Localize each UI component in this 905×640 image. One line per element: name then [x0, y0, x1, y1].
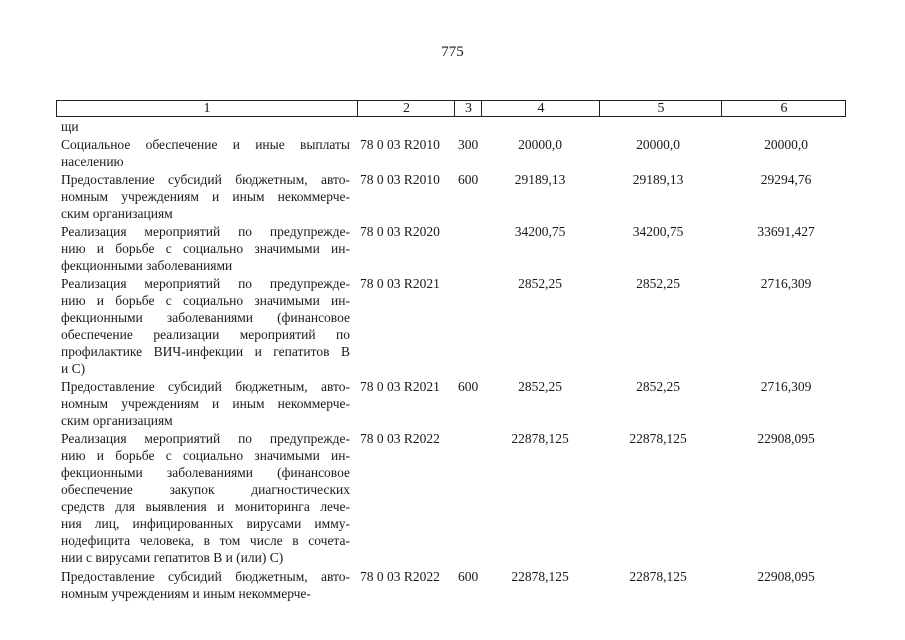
description-line: Предоставление субсидий бюджетным, авто- — [61, 569, 350, 584]
header-col-5: 5 — [599, 101, 722, 116]
description-line: Реализация мероприятий по предупрежде- — [61, 276, 350, 291]
value-col-6: 2716,309 — [760, 379, 812, 394]
value-col-6: 22908,095 — [757, 569, 815, 584]
value-col-5: 22878,125 — [629, 569, 687, 584]
description-line: нию и борьбе с социально значимыми ин- — [61, 448, 350, 463]
expense-type: 600 — [458, 569, 479, 584]
header-col-6: 6 — [721, 101, 846, 116]
description-line: фекционными заболеваниями (финансовое — [61, 310, 350, 325]
description-line: ским организациям — [61, 413, 173, 428]
expense-type: 300 — [458, 137, 479, 152]
description-line: нию и борьбе с социально значимыми ин- — [61, 293, 350, 308]
description-line: средств для выявления и мониторинга лече- — [61, 499, 350, 514]
target-code: 78 0 03 R2010 — [360, 172, 440, 187]
value-col-4: 29189,13 — [514, 172, 566, 187]
value-col-6: 22908,095 — [757, 431, 815, 446]
description-line: Реализация мероприятий по предупрежде- — [61, 224, 350, 239]
header-col-2: 2 — [357, 101, 455, 116]
value-col-5: 20000,0 — [636, 137, 680, 152]
row-description — [61, 171, 350, 222]
row-description — [61, 430, 350, 566]
expense-type: 600 — [458, 379, 479, 394]
description-line: фекционными заболеваниями (финансовое — [61, 465, 350, 480]
description-line: нии с вирусами гепатитов В и (или) С) — [61, 550, 284, 565]
table-header — [56, 100, 846, 117]
row-description — [61, 223, 350, 274]
description-line: фекционными заболеваниями — [61, 258, 233, 273]
row-description — [61, 378, 350, 429]
description-line: Реализация мероприятий по предупрежде- — [61, 431, 350, 446]
description-line: населению — [61, 154, 124, 169]
value-col-4: 34200,75 — [514, 224, 566, 239]
value-col-6: 29294,76 — [760, 172, 812, 187]
description-line: щи — [61, 119, 79, 134]
value-col-5: 2852,25 — [636, 276, 680, 291]
target-code: 78 0 03 R2021 — [360, 276, 440, 291]
expense-type: 600 — [458, 172, 479, 187]
header-col-3: 3 — [454, 101, 482, 116]
target-code: 78 0 03 R2020 — [360, 224, 440, 239]
row-description — [61, 275, 350, 377]
description-line: обеспечение реализации мероприятий по — [61, 327, 350, 342]
description-line: профилактике ВИЧ-инфекции и гепатитов В — [61, 344, 350, 359]
description-line: и С) — [61, 361, 86, 376]
value-col-5: 2852,25 — [636, 379, 680, 394]
value-col-6: 20000,0 — [764, 137, 808, 152]
description-line: нодефицита человека, в том числе в сочета- — [61, 533, 350, 548]
value-col-4: 2852,25 — [518, 276, 562, 291]
description-line: номным учреждениям и иным некоммерче- — [61, 189, 350, 204]
description-line: Предоставление субсидий бюджетным, авто- — [61, 379, 350, 394]
description-line: номным учреждениям и иным некоммерче- — [61, 396, 350, 411]
page-number: 775 — [441, 44, 464, 60]
target-code: 78 0 03 R2022 — [360, 431, 440, 446]
description-line: номным учреждениям и иным некоммерче- — [61, 586, 311, 601]
value-col-5: 34200,75 — [632, 224, 684, 239]
value-col-4: 20000,0 — [518, 137, 562, 152]
description-line: ния лиц, инфицированных вирусами имму- — [61, 516, 350, 531]
value-col-6: 2716,309 — [760, 276, 812, 291]
description-line: ским организациям — [61, 206, 173, 221]
header-col-4: 4 — [481, 101, 600, 116]
description-line: нию и борьбе с социально значимыми ин- — [61, 241, 350, 256]
value-col-6: 33691,427 — [757, 224, 815, 239]
description-line: Социальное обеспечение и иные выплаты — [61, 137, 350, 152]
header-col-1: 1 — [203, 101, 211, 116]
target-code: 78 0 03 R2010 — [360, 137, 440, 152]
description-line: обеспечение закупок диагностических — [61, 482, 350, 497]
value-col-4: 2852,25 — [518, 379, 562, 394]
row-description — [61, 118, 350, 135]
target-code: 78 0 03 R2021 — [360, 379, 440, 394]
value-col-4: 22878,125 — [511, 431, 569, 446]
value-col-4: 22878,125 — [511, 569, 569, 584]
row-description — [61, 136, 350, 170]
value-col-5: 29189,13 — [632, 172, 684, 187]
row-description — [61, 568, 350, 602]
value-col-5: 22878,125 — [629, 431, 687, 446]
description-line: Предоставление субсидий бюджетным, авто- — [61, 172, 350, 187]
target-code: 78 0 03 R2022 — [360, 569, 440, 584]
